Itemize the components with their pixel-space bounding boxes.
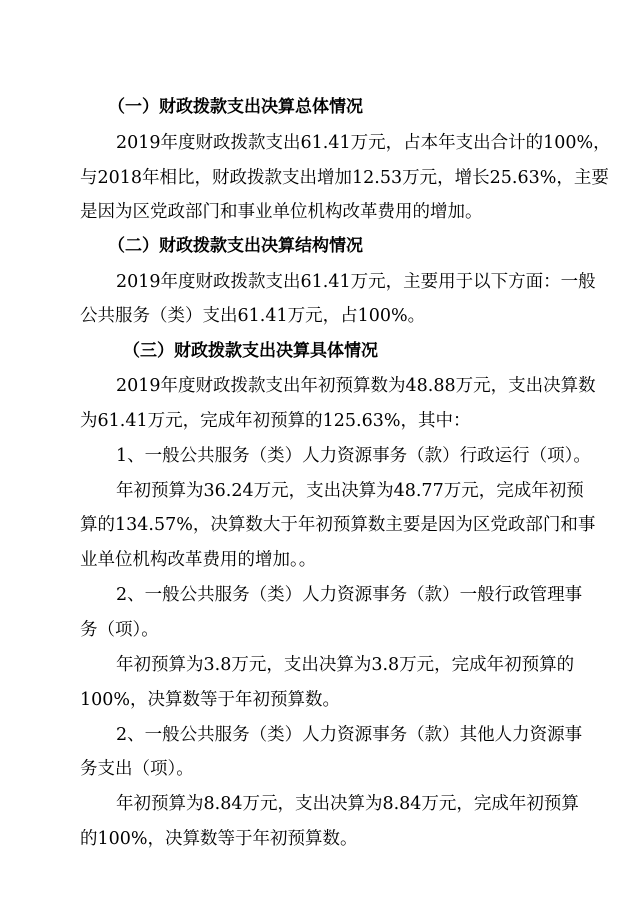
paragraph-line: 2、一般公共服务（类）人力资源事务（款）其他人力资源事 xyxy=(116,725,583,745)
paragraph-line: 2019年度财政拨款支出61.41万元，占本年支出合计的100%， xyxy=(116,133,611,153)
paragraph-line: 100%，决算数等于年初预算数。 xyxy=(80,690,341,710)
paragraph-line: 2019年度财政拨款支出61.41万元，主要用于以下方面：一般 xyxy=(116,272,596,292)
section-heading: （一）财政拨款支出决算总体情况 xyxy=(108,97,363,117)
paragraph-line: 算的134.57%，决算数大于年初预算数主要是因为区党政部门和事 xyxy=(80,515,596,535)
paragraph-line: 业单位机构改革费用的增加。。 xyxy=(80,550,317,570)
paragraph-line: 年初预算为3.8万元，支出决算为3.8万元，完成年初预算的 xyxy=(116,655,575,675)
paragraph-line: 为61.41万元，完成年初预算的125.63%，其中： xyxy=(80,411,471,431)
paragraph-line: 务（项）。 xyxy=(80,620,159,640)
paragraph-line: 是因为区党政部门和事业单位机构改革费用的增加。 xyxy=(80,202,483,222)
paragraph-line: 与2018年相比，财政拨款支出增加12.53万元，增长25.63%，主要 xyxy=(80,168,609,188)
paragraph-line: 2、一般公共服务（类）人力资源事务（款）一般行政管理事 xyxy=(116,585,583,605)
paragraph-line: 的100%，决算数等于年初预算数。 xyxy=(80,829,358,849)
paragraph-line: 年初预算为36.24万元，支出决算为48.77万元，完成年初预 xyxy=(116,481,584,501)
section-heading: （三）财政拨款支出决算具体情况 xyxy=(123,341,378,361)
section-heading: （二）财政拨款支出决算结构情况 xyxy=(108,236,363,256)
paragraph-line: 1、一般公共服务（类）人力资源事务（款）行政运行（项）。 xyxy=(116,446,591,466)
paragraph-line: 年初预算为8.84万元，支出决算为8.84万元，完成年初预算 xyxy=(116,794,579,814)
paragraph-line: 务支出（项）。 xyxy=(80,759,194,779)
paragraph-line: 公共服务（类）支出61.41万元，占100%。 xyxy=(80,306,426,326)
paragraph-line: 2019年度财政拨款支出年初预算数为48.88万元，支出决算数 xyxy=(116,376,596,396)
